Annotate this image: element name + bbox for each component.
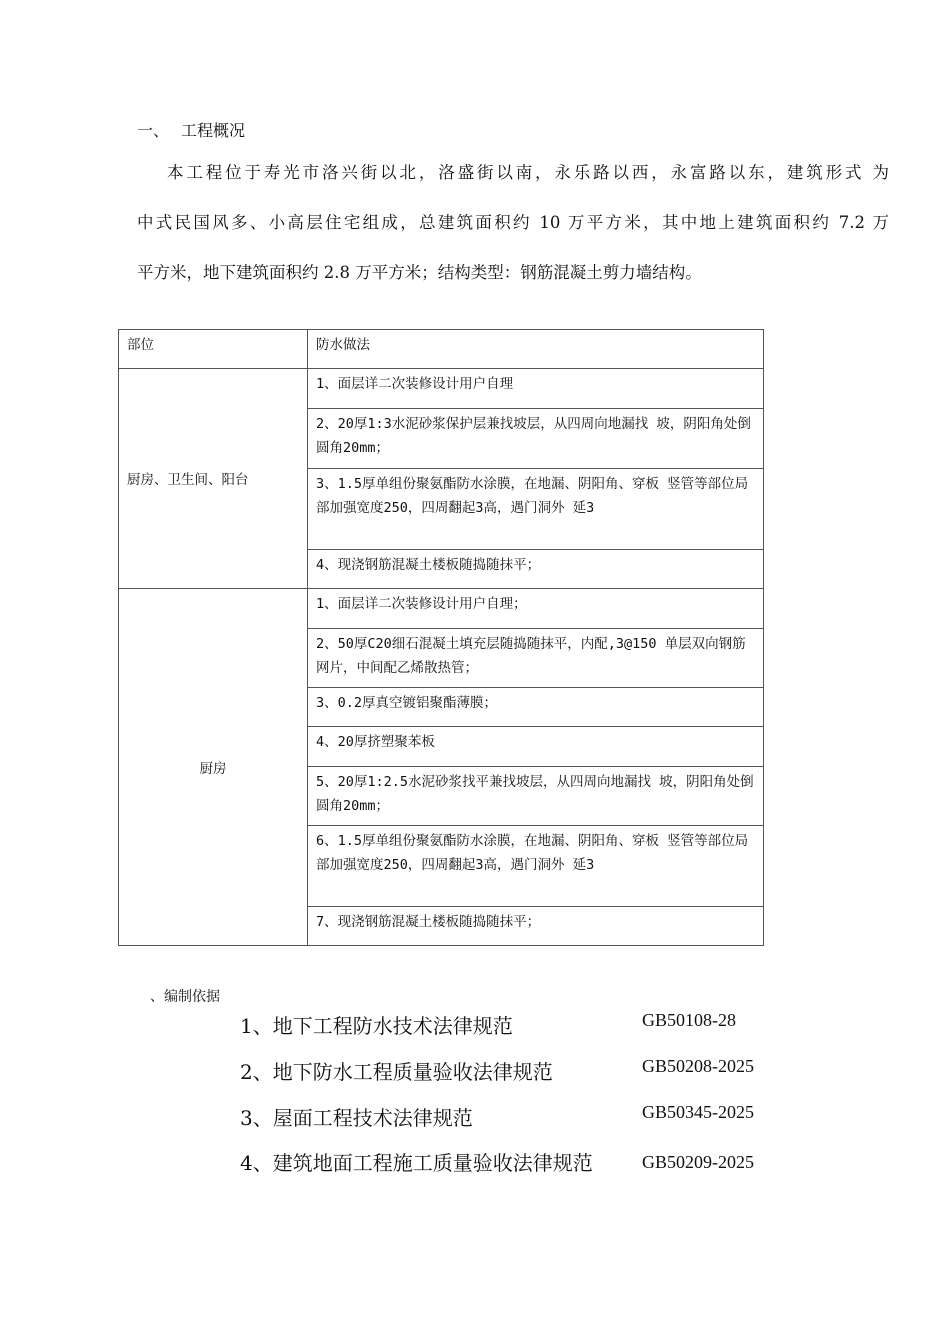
step-cell: 3、1.5厚单组份聚氨酯防水涂膜，在地漏、阴阳角、穿板 竖管等部位局部加强宽度250，四周翻起3高，遇门洞外 延3 bbox=[308, 469, 764, 550]
table-header-row bbox=[119, 330, 764, 369]
paragraph-line: 中式民国风多、小高层住宅组成，总建筑面积约 10 万平方米，其中地上建筑面积约 7.2 万 bbox=[137, 213, 889, 232]
step-cell: 7、现浇钢筋混凝土楼板随捣随抹平； bbox=[308, 907, 764, 946]
table-row bbox=[119, 369, 764, 409]
standard-code: GB50208-2025 bbox=[642, 1056, 754, 1076]
table-row bbox=[119, 589, 764, 629]
step-cell: 4、20厚挤塑聚苯板 bbox=[308, 727, 764, 767]
list-item bbox=[240, 1102, 840, 1148]
area-cell-wet-rooms: 厨房、卫生间、阳台 bbox=[119, 369, 308, 589]
basis-heading: 、编制依据 bbox=[150, 989, 220, 1005]
standard-name: 3、屋面工程技术法律规范 bbox=[240, 1106, 473, 1130]
step-cell: 2、50厚C20细石混凝土填充层随捣随抹平，内配,3@150 单层双向钢筋网片，中间配乙烯散热管； bbox=[308, 629, 764, 688]
header-method: 防水做法 bbox=[308, 330, 764, 369]
list-item bbox=[240, 1056, 840, 1102]
overview-paragraph bbox=[137, 148, 889, 298]
waterproofing-table bbox=[118, 329, 764, 946]
standard-name: 2、地下防水工程质量验收法律规范 bbox=[240, 1060, 553, 1084]
standard-name: 1、地下工程防水技术法律规范 bbox=[240, 1014, 513, 1038]
step-cell: 1、面层详二次装修设计用户自理 bbox=[308, 369, 764, 409]
step-cell: 5、20厚1:2.5水泥砂浆找平兼找坡层，从四周向地漏找 坡，阴阳角处倒圆角20mm； bbox=[308, 767, 764, 826]
paragraph-line: 平方米，地下建筑面积约 2.8 万平方米；结构类型：钢筋混凝土剪力墙结构。 bbox=[137, 263, 702, 282]
standard-code: GB50108-28 bbox=[642, 1010, 736, 1030]
standards-list bbox=[240, 1010, 840, 1178]
paragraph-line: 本工程位于寿光市洛兴街以北，洛盛街以南，永乐路以西，永富路以东，建筑形式 为 bbox=[167, 163, 889, 182]
area-cell-kitchen: 厨房 bbox=[119, 589, 308, 946]
step-cell: 6、1.5厚单组份聚氨酯防水涂膜，在地漏、阴阳角、穿板 竖管等部位局部加强宽度250，四周翻起3高，遇门洞外 延3 bbox=[308, 826, 764, 907]
section-number: 一、 bbox=[137, 121, 170, 140]
list-item bbox=[240, 1148, 840, 1178]
standard-code: GB50209-2025 bbox=[642, 1152, 754, 1172]
standard-code: GB50345-2025 bbox=[642, 1102, 754, 1122]
step-cell: 2、20厚1:3水泥砂浆保护层兼找坡层，从四周向地漏找 坡，阴阳角处倒圆角20mm； bbox=[308, 409, 764, 469]
step-cell: 1、面层详二次装修设计用户自理； bbox=[308, 589, 764, 629]
header-area: 部位 bbox=[119, 330, 308, 369]
step-cell: 3、0.2厚真空镀铝聚酯薄膜； bbox=[308, 688, 764, 727]
step-cell: 4、现浇钢筋混凝土楼板随捣随抹平； bbox=[308, 550, 764, 589]
section-title: 工程概况 bbox=[181, 121, 246, 140]
standard-name: 4、建筑地面工程施工质量验收法律规范 bbox=[240, 1151, 593, 1175]
list-item bbox=[240, 1010, 840, 1056]
section-heading-overview bbox=[137, 118, 245, 141]
